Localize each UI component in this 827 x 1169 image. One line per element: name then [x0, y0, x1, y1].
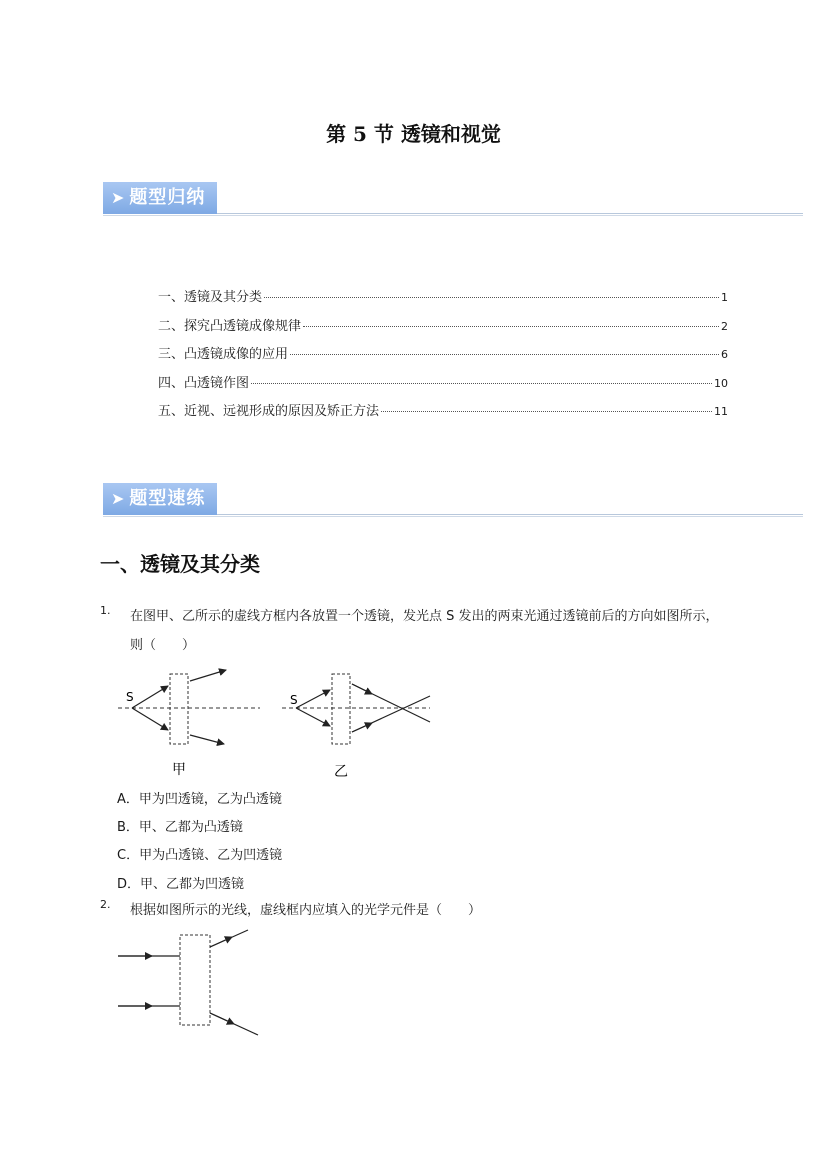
toc-item-page: 10: [714, 376, 728, 390]
toc-leader: [303, 326, 719, 327]
summary-tag: [103, 182, 217, 214]
arrow-right-icon: ➤: [111, 188, 126, 207]
toc-item-label: 五、近视、远视形成的原因及矫正方法: [158, 404, 380, 419]
toc-item[interactable]: [158, 343, 728, 372]
lens-box-left: [170, 674, 188, 744]
page-title: 第 5 节 透镜和视觉: [326, 122, 501, 146]
toc-item-page: 2: [721, 319, 728, 333]
toc-item[interactable]: [158, 372, 728, 401]
refracted-ray: [190, 735, 224, 744]
incident-ray: [132, 708, 168, 730]
incident-ray: [296, 708, 330, 726]
option-b[interactable]: B．甲、乙都为凸透镜: [117, 820, 243, 835]
toc-item-label: 二、探究凸透镜成像规律: [158, 318, 302, 334]
toc-item[interactable]: [158, 400, 728, 429]
divider: [103, 516, 803, 517]
caption-right: 乙: [334, 764, 348, 780]
toc-item[interactable]: [158, 286, 728, 315]
summary-banner-label: 题型归纳: [129, 187, 206, 208]
question-1-figure: [110, 664, 440, 784]
practice-banner: [103, 483, 803, 517]
divider: [217, 213, 803, 214]
caption-left: 甲: [172, 762, 186, 778]
toc-leader: [381, 411, 712, 412]
practice-banner-label: 题型速练: [129, 488, 206, 509]
option-c[interactable]: C．甲为凸透镜、乙为凹透镜: [117, 848, 283, 863]
ray-arrow: [352, 684, 372, 694]
refracted-ray: [190, 670, 226, 681]
practice-tag: [103, 483, 217, 515]
lens-box: [180, 935, 210, 1025]
toc-leader: [290, 354, 719, 355]
arrow-right-icon: ➤: [111, 489, 126, 508]
ray-arrow: [352, 723, 372, 732]
divider: [103, 215, 803, 216]
incident-ray: [296, 690, 330, 708]
question-number: 1.: [100, 604, 111, 617]
table-of-contents: [158, 286, 728, 429]
ray-arrow: [210, 1013, 234, 1024]
option-d[interactable]: D．甲、乙都为凹透镜: [117, 877, 245, 892]
summary-banner: [103, 182, 803, 216]
option-a[interactable]: A．甲为凹透镜，乙为凸透镜: [117, 792, 282, 807]
lens-box-right: [332, 674, 350, 744]
incident-ray: [132, 686, 168, 708]
toc-leader: [251, 383, 712, 384]
toc-item[interactable]: [158, 315, 728, 344]
toc-item-label: 一、透镜及其分类: [158, 290, 263, 305]
toc-item-page: 6: [721, 348, 728, 361]
ray-arrow: [210, 937, 232, 947]
divider: [217, 514, 803, 515]
source-label-right: S: [290, 693, 298, 707]
toc-item-label: 四、凸透镜作图: [158, 375, 250, 391]
toc-item-page: 11: [714, 405, 728, 418]
source-label-left: S: [126, 690, 134, 704]
question-number: 2.: [100, 898, 111, 911]
toc-leader: [264, 297, 719, 298]
toc-item-label: 三、凸透镜成像的应用: [158, 347, 289, 362]
section-heading: 一、透镜及其分类: [100, 552, 260, 576]
toc-item-page: 1: [721, 291, 728, 304]
question-2-figure: [110, 925, 270, 1045]
question-text: 根据如图所示的光线，虚线框内应填入的光学元件是（ ）: [130, 903, 482, 918]
question-text: 在图甲、乙所示的虚线方框内各放置一个透镜，发光点 S 发出的两束光通过透镜前后的方向如图所示，则（ ）: [130, 609, 719, 653]
